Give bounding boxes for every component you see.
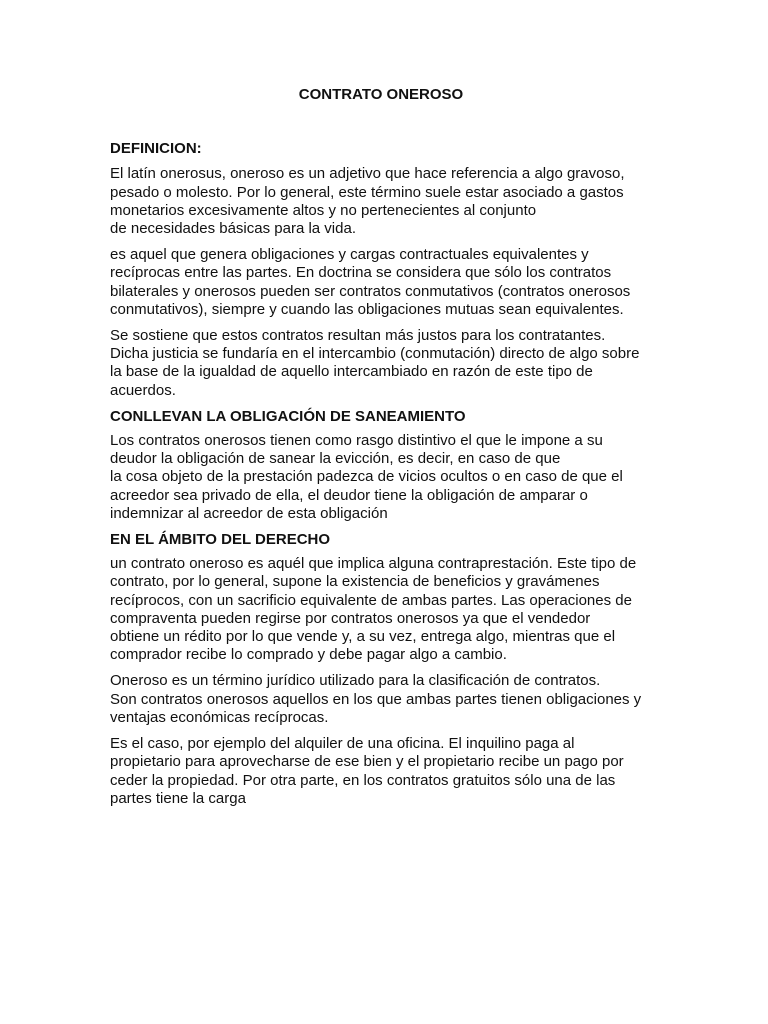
paragraph-juridico [110, 672, 670, 727]
text-line: acreedor sea privado de ella, el deudor tiene la obligación de amparar o [110, 486, 588, 504]
text-line: pesado o molesto. Por lo general, este término suele estar asociado a gastos [110, 183, 624, 201]
text-line: compraventa pueden regirse por contratos onerosos ya que el vendedor [110, 609, 591, 627]
text-line: Se sostiene que estos contratos resultan más justos para los contratantes. [110, 327, 606, 345]
text-line: ceder la propiedad. Por otra parte, en los contratos gratuitos sólo una de las [110, 771, 616, 789]
text-line: Oneroso es un término jurídico utilizado para la clasificación de contratos. [110, 672, 601, 690]
text-line: es aquel que genera obligaciones y cargas contractuales equivalentes y [110, 246, 589, 264]
text-line: El latín onerosus, oneroso es un adjetivo que hace referencia a algo gravoso, [110, 165, 625, 183]
text-line: contrato, por lo general, supone la existencia de beneficios y gravámenes [110, 573, 600, 591]
paragraph-definition [110, 165, 670, 238]
text-line: ventajas económicas recíprocas. [110, 708, 329, 726]
text-line: acuerdos. [110, 381, 176, 399]
text-line: Son contratos onerosos aquellos en los que ambas partes tienen obligaciones y [110, 690, 642, 708]
derecho-heading: EN EL ÁMBITO DEL DERECHO [110, 531, 331, 549]
text-line: recíprocas entre las partes. En doctrina se considera que sólo los contratos [110, 264, 612, 282]
text-line: conmutativos), siempre y cuando las obligaciones mutuas sean equivalentes. [110, 300, 624, 318]
text-line: obtiene un rédito por lo que vende y, a su vez, entrega algo, mientras que el [110, 628, 616, 646]
paragraph-ejemplo [110, 735, 670, 808]
paragraph-derecho [110, 555, 670, 664]
text-line: de necesidades básicas para la vida. [110, 220, 356, 238]
text-line: monetarios excesivamente altos y no pertenecientes al conjunto [110, 201, 537, 219]
text-line: la cosa objeto de la prestación padezca de vicios ocultos o en caso de que el [110, 468, 623, 486]
saneamiento-heading: CONLLEVAN LA OBLIGACIÓN DE SANEAMIENTO [110, 407, 466, 425]
text-line: partes tiene la carga [110, 789, 246, 807]
text-line: deudor la obligación de sanear la evicción, es decir, en caso de que [110, 450, 561, 468]
text-line: bilaterales y onerosos pueden ser contratos conmutativos (contratos onerosos [110, 282, 631, 300]
text-line: recíprocos, con un sacrificio equivalente de ambas partes. Las operaciones de [110, 591, 632, 609]
text-line: Es el caso, por ejemplo del alquiler de una oficina. El inquilino paga al [110, 735, 575, 753]
paragraph-saneamiento [110, 432, 670, 523]
document-page [110, 82, 670, 816]
text-line: propietario para aprovecharse de ese bien y el propietario recibe un pago por [110, 753, 624, 771]
paragraph-obligations [110, 246, 670, 319]
text-line: un contrato oneroso es aquél que implica alguna contraprestación. Este tipo de [110, 555, 637, 573]
text-line: indemnizar al acreedor de esta obligación [110, 504, 388, 522]
document-title: CONTRATO ONEROSO [298, 86, 464, 103]
text-line: Los contratos onerosos tienen como rasgo distintivo el que le impone a su [110, 432, 603, 450]
text-line: la base de la igualdad de aquello intercambiado en razón de este tipo de [110, 363, 593, 381]
text-line: comprador recibe lo comprado y debe pagar algo a cambio. [110, 646, 507, 664]
paragraph-justice [110, 327, 670, 400]
text-line: Dicha justicia se fundaría en el intercambio (conmutación) directo de algo sobre [110, 345, 640, 363]
definicion-heading: DEFINICION: [110, 140, 202, 158]
